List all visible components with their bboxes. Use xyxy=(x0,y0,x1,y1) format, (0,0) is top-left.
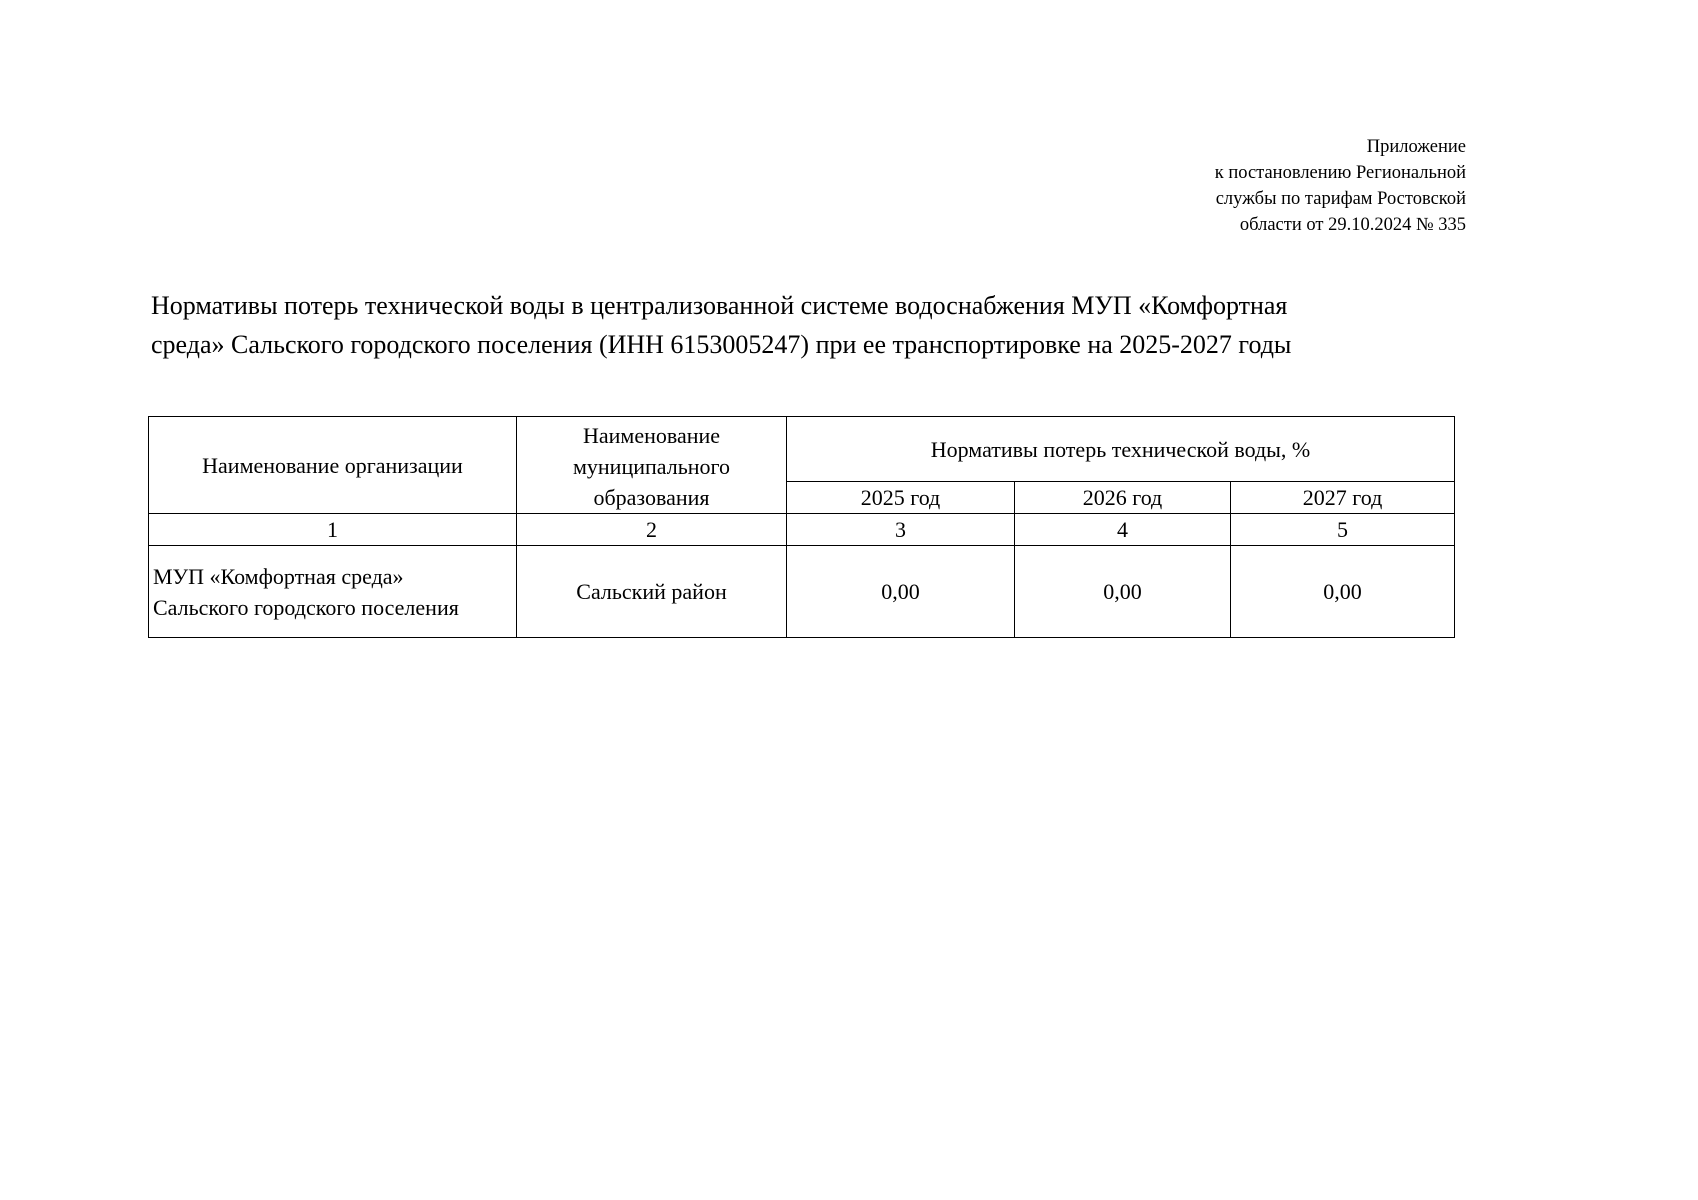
column-numbers-row xyxy=(149,514,1455,546)
title-line: Нормативы потерь технической воды в централизованной системе водоснабжения МУП «Комфортная xyxy=(151,291,1288,320)
appendix-block xyxy=(1215,134,1466,238)
appendix-line: к постановлению Региональной xyxy=(1214,163,1466,183)
table-row xyxy=(149,546,1455,638)
value-cell-2027: 0,00 xyxy=(1231,546,1455,638)
header-norms-group: Нормативы потерь технической воды, % xyxy=(787,417,1455,482)
header-municipality-line: муниципального xyxy=(572,454,730,479)
header-year: 2026 год xyxy=(1015,482,1231,514)
header-organization: Наименование организации xyxy=(149,417,517,514)
column-number: 1 xyxy=(149,514,517,546)
value-cell-2025: 0,00 xyxy=(787,546,1015,638)
header-year: 2027 год xyxy=(1231,482,1455,514)
column-number: 5 xyxy=(1231,514,1455,546)
municipality-cell: Сальский район xyxy=(517,546,787,638)
header-municipality-line: образования xyxy=(593,485,710,510)
column-number: 3 xyxy=(787,514,1015,546)
organization-line: Сальского городского поселения xyxy=(153,594,459,620)
title-line: среда» Сальского городского поселения (ИНН 6153005247) при ее транспортировке на 2025-2027 годы xyxy=(151,330,1292,359)
column-number: 2 xyxy=(517,514,787,546)
organization-cell xyxy=(149,546,517,638)
document-title xyxy=(151,286,1471,364)
appendix-line: службы по тарифам Ростовской xyxy=(1215,189,1466,209)
organization-line: МУП «Комфортная среда» xyxy=(153,563,404,589)
value-cell-2026: 0,00 xyxy=(1015,546,1231,638)
norms-table xyxy=(148,416,1455,638)
appendix-line: области от 29.10.2024 № 335 xyxy=(1239,215,1466,235)
appendix-line: Приложение xyxy=(1366,137,1466,157)
table-header-row xyxy=(149,417,1455,482)
header-municipality xyxy=(517,417,787,514)
header-municipality-line: Наименование xyxy=(582,423,721,448)
column-number: 4 xyxy=(1015,514,1231,546)
header-year: 2025 год xyxy=(787,482,1015,514)
